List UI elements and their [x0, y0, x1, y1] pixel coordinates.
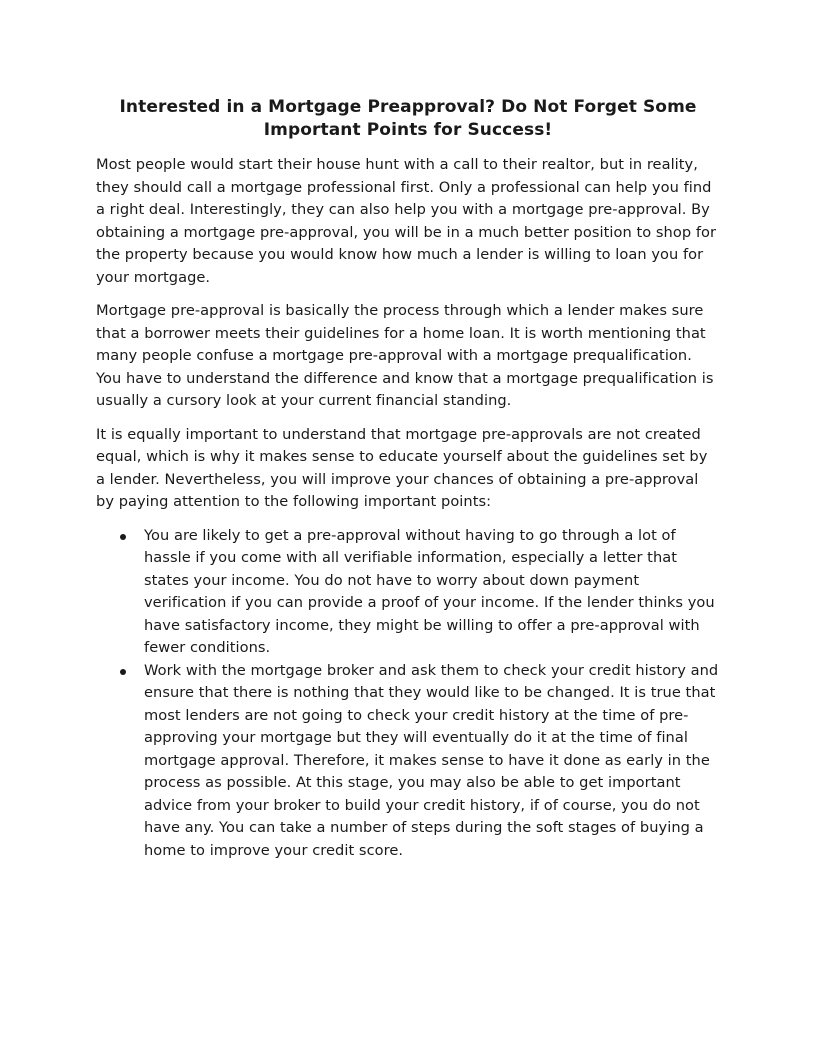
- bullet-icon: [120, 534, 126, 540]
- bullet-text: You are likely to get a pre-approval without having to go through a lot of hassle if you come with all verifiable information, especially a letter that states your income. You do not have to worry about down payment verification if you can provide a proof of your income. If the lender thinks you have satisfactory income, they might be willing to offer a pre-approval with fewer conditions.: [144, 526, 715, 656]
- title-line-1: Interested in a Mortgage Preapproval? Do Not Forget Some: [119, 97, 697, 117]
- bullet-text: Work with the mortgage broker and ask them to check your credit history and ensure that there is nothing that they would like to be changed. It is true that most lenders are not going to check your credit history at the time of pre-approving your mortgage but they will eventually do it at the time of final mortgage approval. Therefore, it makes sense to have it done as early in the process as possible. At this stage, you may also be able to get important advice from your broker to build your credit history, if of course, you do not have any. You can take a number of steps during the soft stages of buying a home to improve your credit score.: [144, 661, 719, 859]
- document-page: [96, 96, 720, 862]
- bullet-item: [144, 525, 720, 660]
- document-title: [96, 96, 720, 142]
- paragraph-points-intro: It is equally important to understand that mortgage pre-approvals are not created equal, which is why it makes sense to educate yourself about the guidelines set by a lender. Nevertheless, you will improve your chances of obtaining a pre-approval by paying attention to the following important points:: [96, 425, 708, 510]
- bullet-icon: [120, 669, 126, 675]
- paragraph-definition: Mortgage pre-approval is basically the process through which a lender makes sure that a borrower meets their guidelines for a home loan. It is worth mentioning that many people confuse a mortgage pre-approval with a mortgage prequalification. You have to understand the difference and know that a mortgage prequalification is usually a cursory look at your current financial standing.: [96, 302, 714, 409]
- title-line-2: Important Points for Success!: [263, 120, 553, 140]
- bullet-list: [96, 525, 720, 863]
- paragraph-intro: Most people would start their house hunt with a call to their realtor, but in reality, they should call a mortgage professional first. Only a professional can help you find a right deal. Interestingly, they can also help you with a mortgage pre-approval. By obtaining a mortgage pre-approval, you will be in a much better position to shop for the property because you would know how much a lender is willing to loan you for your mortgage.: [96, 156, 717, 286]
- bullet-item: [144, 660, 720, 863]
